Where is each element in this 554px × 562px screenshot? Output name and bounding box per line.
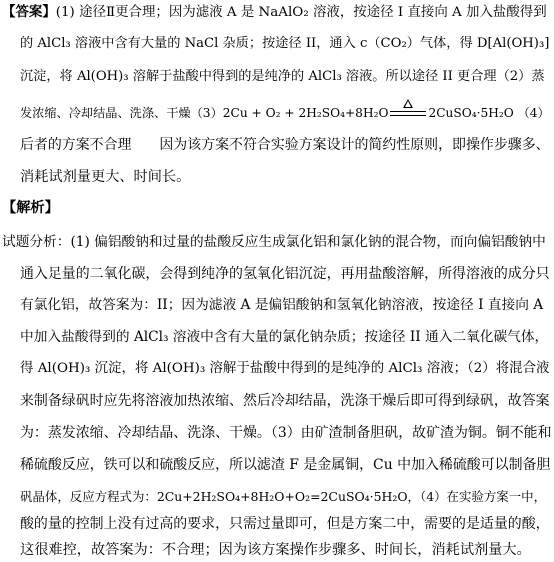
- analysis-header: 【解析】: [2, 200, 59, 216]
- analysis-line-2: 通入足量的二氧化碳，会得到纯净的氢氧化铝沉淀，再用盐酸溶解，所得溶液的成分只: [20, 266, 550, 282]
- analysis-line-5: 得 Al(OH)₃ 沉淀，将 Al(OH)₃ 溶解于盐酸中得到的是纯净的 AlCl₃ 溶液；（2）将混合液: [20, 361, 550, 376]
- answer-text-4a: 发浓缩、冷却结晶、洗涤、干燥（3）2Cu + O₂ + 2H₂SO₄+8H₂O: [20, 106, 389, 120]
- answer-line-6: 消耗试剂量更大、时间长。: [20, 169, 191, 185]
- answer-line-5: 后者的方案不合理 因为该方案不符合实验方案设计的简约性原则，即操作步骤多、: [20, 137, 550, 153]
- analysis-line-7: 为：蒸发浓缩、冷却结晶、洗涤、干燥。（3）由矿渣制备胆矾，故矿渣为铜。铜不能和: [20, 425, 552, 441]
- analysis-line-6: 来制备绿矾时应先将溶液加热浓缩、然后冷却结晶，洗涤干燥后即可得到绿矾，故答案: [20, 393, 550, 409]
- answer-line-4: [20, 103, 550, 123]
- answer-line-2: 的 AlCl₃ 溶液中含有大量的 NaCl 杂质；按途径 II，通入 c（CO₂）气体，得 D[Al(OH)₃]: [20, 36, 550, 51]
- analysis-line-11: 这很难控，故答案为：不合理；因为该方案操作步骤多、时间长，消耗试剂量大。: [20, 542, 531, 558]
- answer-text-1: (1) 途径Ⅱ更合理；因为滤液 A 是 NaAlO₂ 溶液，按途径 I 直接向 A 加入盐酸得到: [55, 5, 547, 20]
- analysis-line-9: 矾晶体，反应方程式为：2Cu+2H₂SO₄+8H₂O+O₂=2CuSO₄·5H₂O，（4）在实验方案一中，: [20, 489, 547, 504]
- answer-line-1: [2, 2, 547, 22]
- heated-reaction-arrow: [390, 109, 426, 119]
- answer-header: 【答案】: [2, 4, 56, 20]
- analysis-line-10: 酸的量的控制上没有过高的要求，只需过量即可，但是方案二中，需要的是适量的酸，: [20, 516, 550, 532]
- heat-triangle-icon: [403, 99, 413, 108]
- analysis-line-3: 有氯化铝，故答案为：II；因为滤液 A 是偏铝酸钠和氢氧化钠溶液，按途径 I 直接向 A: [20, 297, 544, 313]
- analysis-line-8: 稀硫酸反应，铁可以和硫酸反应，所以滤渣 F 是金属铜，Cu 中加入稀硫酸可以制备胆: [20, 457, 551, 473]
- answer-text-4b: 2CuSO₄·5H₂O （4）: [428, 106, 550, 120]
- analysis-line-4: 中加入盐酸得到的 AlCl₃ 溶液中含有大量的氯化钠杂质；按途径 II 通入二氧化碳气体，: [20, 329, 549, 345]
- answer-line-3: 沉淀，将 Al(OH)₃ 溶解于盐酸中得到的是纯净的 AlCl₃ 溶液。所以途径 II 更合理（2）蒸: [20, 69, 545, 84]
- analysis-line-1: 试题分析：(1) 偏铝酸钠和过量的盐酸反应生成氯化铝和氯化钠的混合物，而向偏铝酸钠中: [2, 234, 546, 250]
